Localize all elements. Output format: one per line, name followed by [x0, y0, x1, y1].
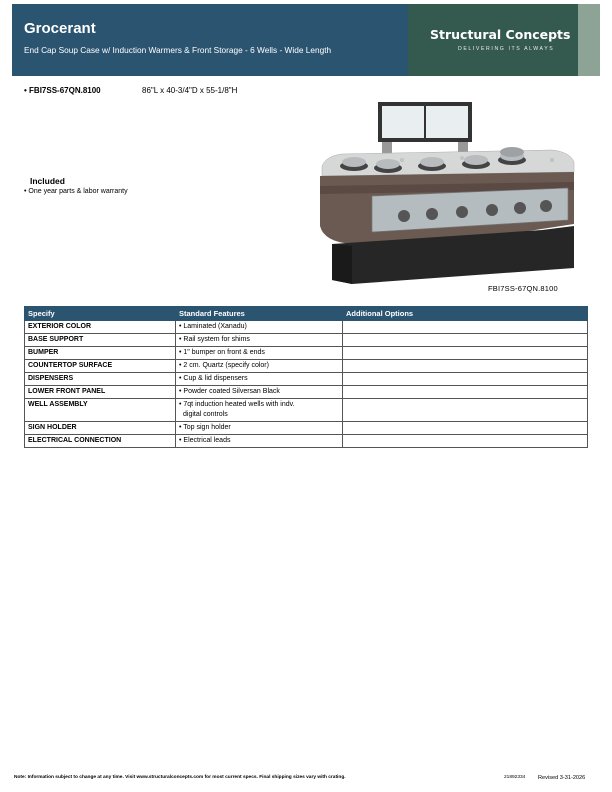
table-row — [25, 373, 588, 386]
table-row — [25, 386, 588, 399]
spec-standard: • 7qt induction heated wells with indv. — [179, 401, 295, 408]
document-id: 21892334 — [504, 775, 526, 780]
brand-name: Structural Concepts — [430, 27, 571, 42]
spec-additional — [343, 435, 588, 448]
spec-standard: • 1" bumper on front & ends — [176, 347, 343, 360]
table-row — [25, 435, 588, 448]
header-banner — [12, 4, 408, 76]
footer-note: Note: Information subject to change at any time. Visit www.structuralconcepts.com for most current specs. Final shipping sizes vary with crating. — [14, 775, 346, 780]
table-row — [25, 422, 588, 435]
col-header-standard: Standard Features — [176, 307, 343, 321]
table-row — [25, 334, 588, 347]
page-subtitle: End Cap Soup Case w/ Induction Warmers & Front Storage - 6 Wells - Wide Length — [24, 45, 332, 55]
spec-name: ELECTRICAL CONNECTION — [25, 435, 176, 448]
spec-standard: • Electrical leads — [176, 435, 343, 448]
included-item: • One year parts & labor warranty — [24, 188, 128, 195]
brand-strip — [578, 4, 600, 76]
table-row — [25, 360, 588, 373]
spec-additional — [343, 321, 588, 334]
spec-name: COUNTERTOP SURFACE — [25, 360, 176, 373]
spec-name: LOWER FRONT PANEL — [25, 386, 176, 399]
col-header-specify: Specify — [25, 307, 176, 321]
table-row — [25, 399, 588, 422]
brand-tagline: DELIVERING ITS ALWAYS — [458, 46, 555, 52]
spec-name: BUMPER — [25, 347, 176, 360]
col-header-additional: Additional Options — [343, 307, 588, 321]
spec-name: DISPENSERS — [25, 373, 176, 386]
model-number: • FBI7SS-67QN.8100 — [24, 86, 101, 95]
brand-logo — [408, 4, 578, 76]
spec-additional — [343, 422, 588, 435]
spec-table-header — [25, 307, 588, 321]
spec-standard: • Powder coated Silversan Black — [176, 386, 343, 399]
revision-date: Revised 3-31-2026 — [538, 775, 586, 781]
spec-standard-multiline — [176, 399, 343, 422]
spec-table — [24, 306, 588, 448]
spec-additional — [343, 399, 588, 422]
table-row — [25, 347, 588, 360]
spec-additional — [343, 386, 588, 399]
spec-name: WELL ASSEMBLY — [25, 399, 176, 422]
spec-name: BASE SUPPORT — [25, 334, 176, 347]
spec-name: SIGN HOLDER — [25, 422, 176, 435]
spec-additional — [343, 373, 588, 386]
spec-standard: • Cup & lid dispensers — [176, 373, 343, 386]
spec-additional — [343, 347, 588, 360]
spec-standard: • 2 cm. Quartz (specify color) — [176, 360, 343, 373]
product-image-caption: FBI7SS-67QN.8100 — [488, 284, 558, 293]
table-row — [25, 321, 588, 334]
product-dimensions: 86"L x 40-3/4"D x 55-1/8"H — [142, 86, 238, 95]
spec-standard: • Rail system for shims — [176, 334, 343, 347]
page-title: Grocerant — [24, 20, 96, 37]
included-heading: Included — [30, 176, 65, 186]
product-image — [312, 96, 582, 292]
spec-name: EXTERIOR COLOR — [25, 321, 176, 334]
spec-standard: • Top sign holder — [176, 422, 343, 435]
spec-additional — [343, 334, 588, 347]
spec-additional — [343, 360, 588, 373]
spec-standard: • Laminated (Xanadu) — [176, 321, 343, 334]
spec-standard-continued: digital controls — [183, 411, 228, 418]
